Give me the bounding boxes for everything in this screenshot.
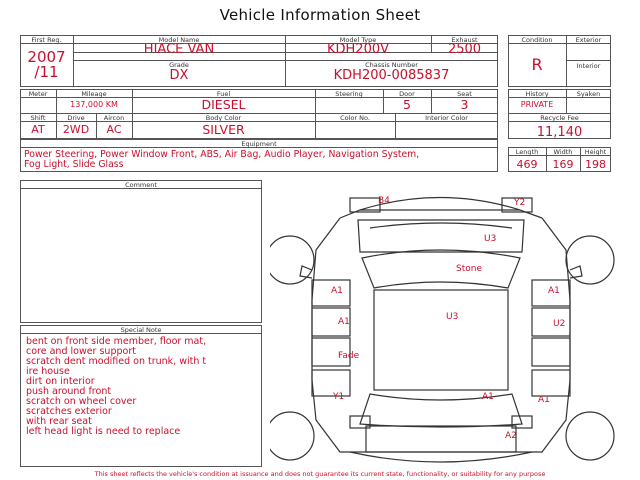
- chassis-value: KDH200-0085837: [333, 68, 450, 83]
- interior-color-label: Interior Color: [425, 114, 468, 122]
- fuel-label: Fuel: [216, 90, 231, 98]
- page-title: Vehicle Information Sheet: [219, 6, 421, 24]
- grade-label: Grade: [169, 61, 189, 69]
- mark-a1-left-mid: A1: [338, 317, 350, 327]
- shift-value: AT: [31, 123, 45, 136]
- equipment-label: Equipment: [241, 140, 277, 148]
- special-note-line: ire house: [26, 366, 70, 377]
- model-name: HIACE VAN: [143, 42, 215, 57]
- model-name-label: Model Name: [158, 36, 200, 44]
- body-color-label: Body Color: [205, 114, 242, 122]
- mark-a1-right-upper: A1: [548, 286, 560, 296]
- height-label: Height: [584, 148, 607, 156]
- history-label: History: [525, 90, 549, 98]
- width-label: Width: [553, 148, 573, 156]
- model-type: KDH200V: [326, 42, 390, 57]
- model-type-label: Model Type: [339, 36, 377, 44]
- drive-value: 2WD: [62, 123, 90, 136]
- special-note-line: scratch on wheel cover: [26, 396, 137, 407]
- condition-label: Condition: [521, 36, 553, 44]
- syaken-label: Syaken: [576, 90, 601, 98]
- mark-a1-right-lower: A1: [538, 395, 550, 405]
- special-note-label: Special Note: [120, 326, 162, 334]
- drive-label: Drive: [67, 114, 85, 122]
- exhaust-value: 2500: [447, 42, 482, 57]
- chassis-label: Chassis Number: [365, 61, 418, 69]
- shift-label: Shift: [30, 114, 46, 122]
- mark-u3-top: U3: [484, 234, 497, 244]
- mark-a1-left-upper: A1: [331, 286, 343, 296]
- width-value: 169: [552, 158, 574, 171]
- meter-label: Meter: [28, 90, 48, 98]
- special-note-line: with rear seat: [26, 416, 92, 427]
- equipment-line-2: Fog Light, Slide Glass: [24, 159, 124, 170]
- special-note-lines: [26, 337, 206, 437]
- door-label: Door: [399, 90, 415, 98]
- special-note-line: scratch dent modified on trunk, with t: [26, 356, 207, 367]
- aircon-value: AC: [106, 123, 122, 136]
- mark-u2-right: U2: [553, 319, 566, 329]
- disclaimer-footer: This sheet reflects the vehicle's condition at issuance and does not guarantee its current state, functionality, or suitability for any purpose: [94, 470, 546, 478]
- special-note-line: push around front: [26, 386, 112, 397]
- seat-label: Seat: [457, 90, 472, 98]
- exterior-label: Exterior: [575, 36, 602, 44]
- body-color-value: SILVER: [202, 122, 245, 137]
- aircon-label: Aircon: [103, 114, 125, 122]
- condition-value: R: [531, 55, 543, 74]
- history-value: PRIVATE: [520, 100, 554, 109]
- special-note-line: dirt on interior: [26, 376, 95, 387]
- seat-value: 3: [460, 97, 469, 112]
- mark-y2: Y2: [514, 198, 526, 208]
- special-note-line: bent on front side member, floor mat,: [26, 336, 207, 347]
- special-note-line: scratches exterior: [26, 406, 112, 417]
- fuel-value: DIESEL: [201, 97, 246, 112]
- mark-a2: A2: [505, 431, 517, 441]
- first-reg-year: 2007: [27, 48, 66, 66]
- comment-label: Comment: [125, 181, 157, 189]
- color-no-label: Color No.: [340, 114, 370, 122]
- special-note-line: left head light is need to replace: [26, 426, 181, 437]
- height-value: 198: [585, 158, 606, 171]
- comment-box: [20, 180, 262, 323]
- mark-fade: Fade: [338, 351, 360, 361]
- mark-stone: Stone: [456, 264, 482, 274]
- mileage-value: 137,000 KM: [70, 100, 118, 109]
- length-value: 469: [516, 158, 538, 171]
- grade-value: DX: [169, 68, 189, 83]
- vehicle-diagram: [270, 180, 635, 468]
- mark-y1: Y1: [333, 392, 345, 402]
- recycle-fee-label: Recycle Fee: [540, 114, 579, 122]
- first-reg-label: First Reg.: [31, 36, 62, 44]
- mark-u3-center: U3: [446, 312, 459, 322]
- mileage-label: Mileage: [81, 90, 107, 98]
- special-note-line: core and lower support: [26, 346, 136, 357]
- door-value: 5: [403, 97, 411, 112]
- mark-b4: B4: [378, 196, 390, 206]
- first-reg-month: /11: [34, 63, 59, 81]
- exhaust-label: Exhaust: [451, 36, 478, 44]
- mark-a1-bottom-center: A1: [482, 392, 494, 402]
- recycle-fee-value: 11,140: [536, 125, 583, 140]
- length-label: Length: [515, 148, 539, 156]
- equipment-line-1: Power Steering, Power Window Front, ABS, Air Bag, Audio Player, Navigation System,: [24, 149, 420, 160]
- steering-label: Steering: [335, 90, 363, 98]
- interior-label: Interior: [576, 62, 601, 70]
